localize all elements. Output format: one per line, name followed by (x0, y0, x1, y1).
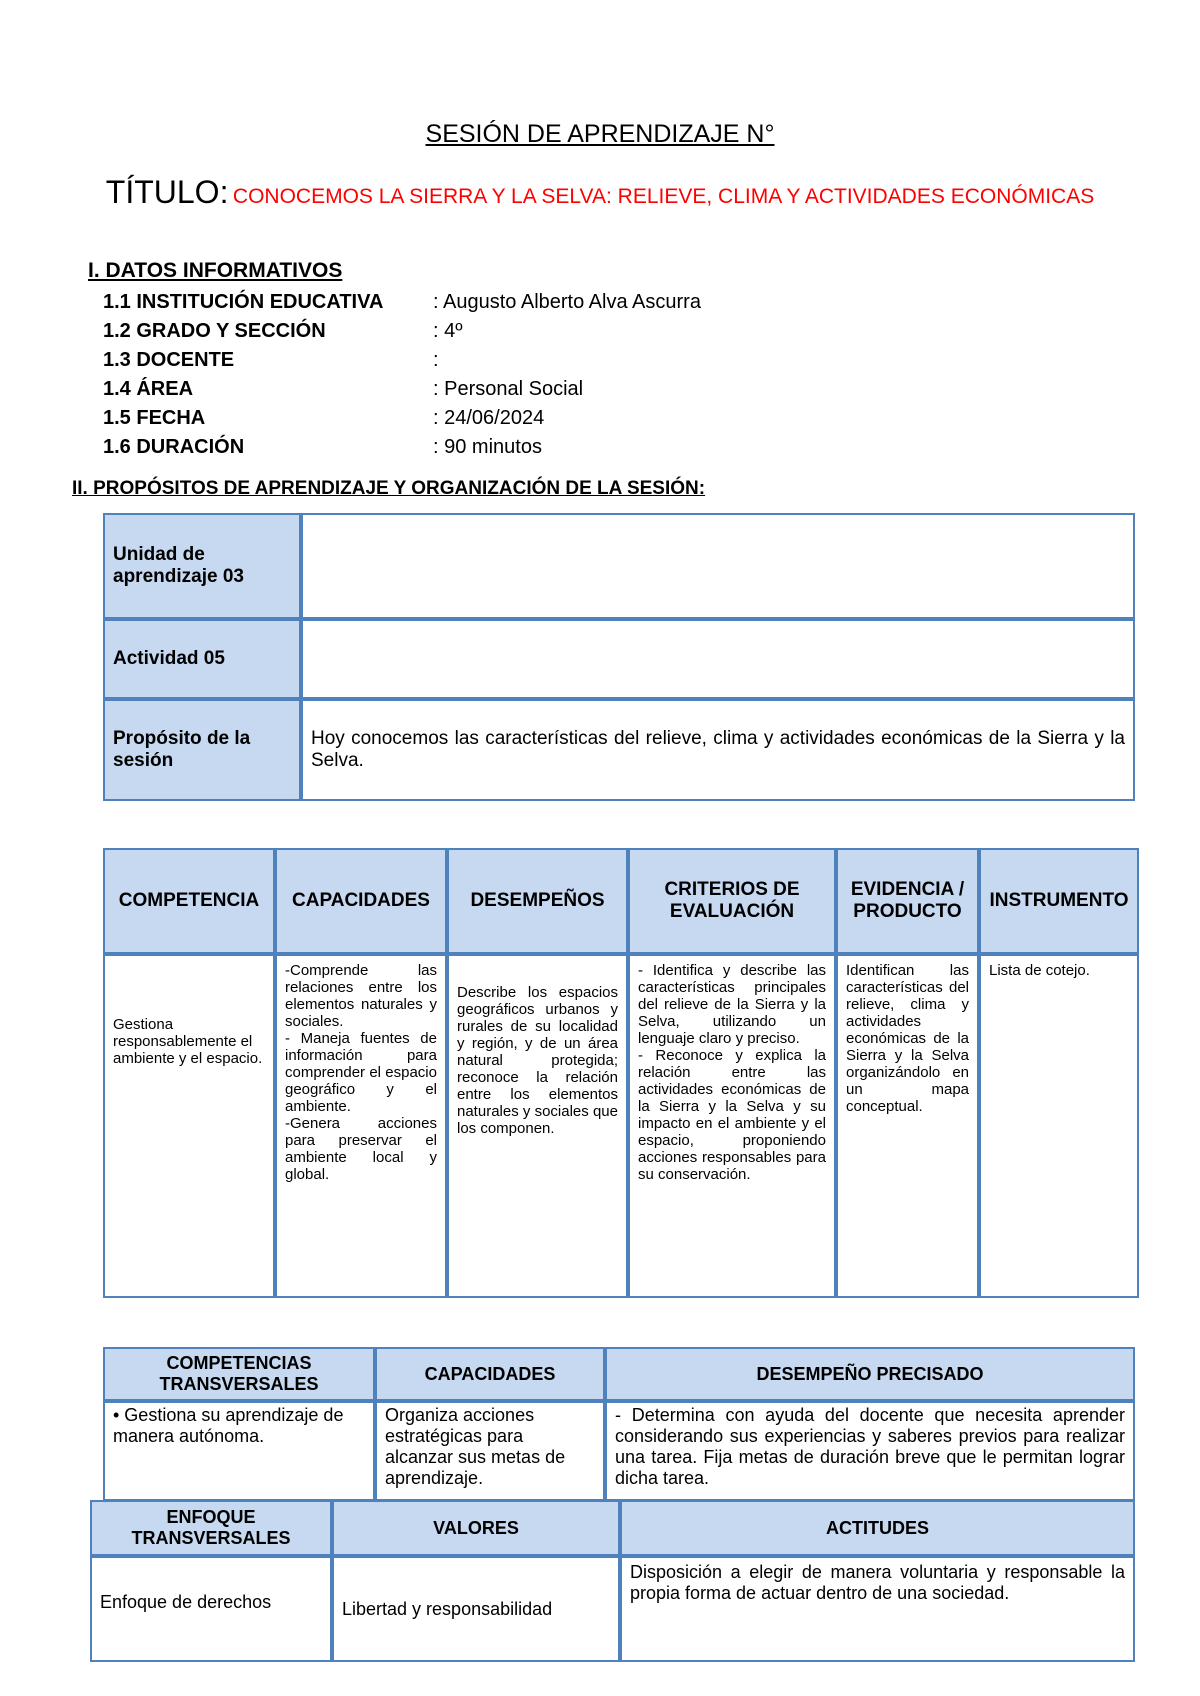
header-competencia: COMPETENCIA (103, 848, 275, 954)
unidad-label: Unidad de aprendizaje 03 (103, 513, 301, 619)
proposito-value: Hoy conocemos las características del relieve, clima y actividades económicas de la Sierra y la Selva. (301, 699, 1135, 801)
header-desempeno-precisado: DESEMPEÑO PRECISADO (605, 1347, 1135, 1401)
cell-desempenos: Describe los espacios geográficos urbanos y rurales de su localidad y región, y de un área natural protegida; reconoce la relación entre los elementos naturales y sociales que los componen. (447, 954, 628, 1298)
info-value: : (433, 349, 439, 371)
transversales-table (103, 1347, 1135, 1501)
info-label: 1.6 DURACIÓN (103, 436, 245, 458)
header-criterios: CRITERIOS DE EVALUACIÓN (628, 848, 836, 954)
propositos-table (103, 513, 1135, 801)
info-row-duracion (103, 436, 542, 459)
info-row-area (103, 378, 583, 401)
info-value: : Augusto Alberto Alva Ascurra (433, 291, 701, 313)
datos-heading: I. DATOS INFORMATIVOS (88, 259, 343, 282)
actividad-label: Actividad 05 (103, 619, 301, 699)
info-row-fecha (103, 407, 544, 430)
session-title: SESIÓN DE APRENDIZAJE N° (425, 120, 775, 148)
info-label: 1.1 INSTITUCIÓN EDUCATIVA (103, 291, 384, 313)
cell-capacidad-transversal: Organiza acciones estratégicas para alcanzar sus metas de aprendizaje. (375, 1401, 605, 1501)
header-desempenos: DESEMPEÑOS (447, 848, 628, 954)
info-label: 1.5 FECHA (103, 407, 206, 429)
info-row-docente (103, 349, 439, 372)
actividad-value (301, 619, 1135, 699)
info-label: 1.4 ÁREA (103, 378, 194, 400)
info-value: : 24/06/2024 (433, 407, 545, 429)
info-label: 1.3 DOCENTE (103, 349, 235, 371)
competencias-table (103, 848, 1139, 1298)
cell-evidencia: Identifican las características del relieve, clima y actividades económicas de la Sierra y la Selva organizándolo en un mapa conceptual. (836, 954, 979, 1298)
header-valores: VALORES (332, 1500, 620, 1556)
cell-enfoque: Enfoque de derechos (90, 1556, 332, 1662)
header-instrumento: INSTRUMENTO (979, 848, 1139, 954)
title-block (0, 172, 1200, 214)
info-row-grado (103, 320, 463, 343)
cell-competencia-transversal: • Gestiona su aprendizaje de manera autónoma. (103, 1401, 375, 1501)
header-capacidades-transversales: CAPACIDADES (375, 1347, 605, 1401)
enfoques-table (90, 1500, 1135, 1662)
header-enfoque: ENFOQUE TRANSVERSALES (90, 1500, 332, 1556)
info-value: : 4º (433, 320, 463, 342)
header-competencias-transversales: COMPETENCIAS TRANSVERSALES (103, 1347, 375, 1401)
proposito-label: Propósito de la sesión (103, 699, 301, 801)
info-label: 1.2 GRADO Y SECCIÓN (103, 320, 326, 342)
title-text: CONOCEMOS LA SIERRA Y LA SELVA: RELIEVE, CLIMA Y ACTIVIDADES ECONÓMICAS (232, 185, 1095, 208)
header-capacidades: CAPACIDADES (275, 848, 447, 954)
header-evidencia: EVIDENCIA / PRODUCTO (836, 848, 979, 954)
info-value: : 90 minutos (433, 436, 542, 458)
propositos-heading: II. PROPÓSITOS DE APRENDIZAJE Y ORGANIZACIÓN DE LA SESIÓN: (72, 478, 706, 499)
unidad-value (301, 513, 1135, 619)
info-value: : Personal Social (433, 378, 584, 400)
header-actitudes: ACTITUDES (620, 1500, 1135, 1556)
cell-instrumento: Lista de cotejo. (979, 954, 1139, 1298)
cell-valor: Libertad y responsabilidad (332, 1556, 620, 1662)
cell-desempeno-precisado: - Determina con ayuda del docente que necesita aprender considerando sus experiencias y saberes previos para realizar una tarea. Fija metas de duración breve que le permitan lograr dicha tarea. (605, 1401, 1135, 1501)
cell-competencia: Gestiona responsablemente el ambiente y el espacio. (103, 954, 275, 1298)
cell-criterios: - Identifica y describe las características principales del relieve de la Sierra y la Selva, utilizando un lenguaje claro y preciso. - Reconoce y explica la relación entre las actividades económicas de la Sierra y la Selva y su impacto en el ambiente y el espacio, proponiendo acciones responsables para su conservación. (628, 954, 836, 1298)
cell-actitud: Disposición a elegir de manera voluntaria y responsable la propia forma de actuar dentro de una sociedad. (620, 1556, 1135, 1662)
title-label: TÍTULO: (105, 174, 229, 210)
cell-capacidades: -Comprende las relaciones entre los elementos naturales y sociales. - Maneja fuentes de información para comprender el espacio geográfico y el ambiente. -Genera acciones para preservar el ambiente local y global. (275, 954, 447, 1298)
info-row-institucion (103, 291, 701, 314)
